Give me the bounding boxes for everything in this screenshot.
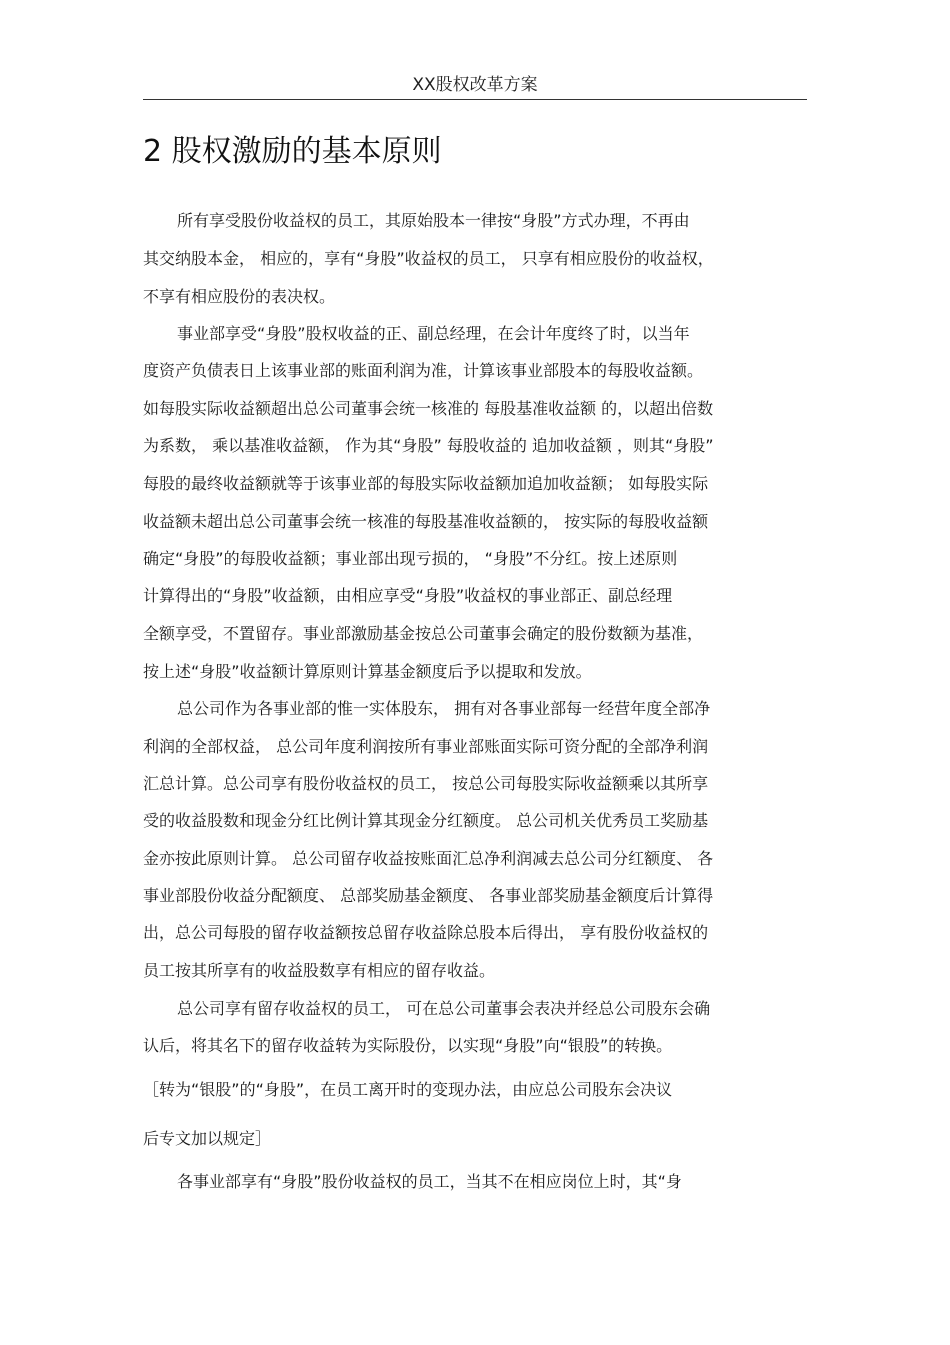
body-line: 各事业部享有“身股”股份收益权的员工，当其不在相应岗位上时，其“身: [177, 1172, 682, 1191]
body-line: 汇总计算。总公司享有股份收益权的员工， 按总公司每股实际收益额乘以其所享: [143, 774, 709, 793]
body-line: 如每股实际收益额超出总公司董事会统一核准的 每股基准收益额 的，以超出倍数: [143, 399, 714, 418]
body-line: 事业部享受“身股”股权收益的正、副总经理，在会计年度终了时，以当年: [177, 324, 690, 343]
body-line: 按上述“身股”收益额计算原则计算基金额度后予以提取和发放。: [143, 662, 592, 681]
body-line: 后专文加以规定］: [143, 1129, 272, 1148]
body-line: 受的收益股数和现金分红比例计算其现金分红额度。 总公司机关优秀员工奖励基: [143, 811, 709, 830]
body-line: 出，总公司每股的留存收益额按总留存收益除总股本后得出， 享有股份收益权的: [143, 923, 709, 942]
body-line: 所有享受股份收益权的员工，其原始股本一律按“身股”方式办理，不再由: [177, 211, 690, 230]
body-line: 不享有相应股份的表决权。: [143, 287, 336, 306]
body-line: 事业部股份收益分配额度、 总部奖励基金额度、 各事业部奖励基金额度后计算得: [143, 886, 714, 905]
body-line: 总公司作为各事业部的惟一实体股东， 拥有对各事业部每一经营年度全部净: [177, 699, 711, 718]
section-heading: 2 股权激励的基本原则: [143, 134, 442, 169]
body-line: 员工按其所享有的收益股数享有相应的留存收益。: [143, 961, 496, 980]
body-line: 认后，将其名下的留存收益转为实际股份，以实现“身股”向“银股”的转换。: [143, 1036, 673, 1055]
body-line: 每股的最终收益额就等于该事业部的每股实际收益额加追加收益额； 如每股实际: [143, 474, 709, 493]
body-line: 利润的全部权益， 总公司年度利润按所有事业部账面实际可资分配的全部净利润: [143, 737, 709, 756]
body-line: ［转为“银股”的“身股”，在员工离开时的变现办法，由应总公司股东会决议: [143, 1080, 673, 1099]
page-header: XX股权改革方案: [412, 75, 538, 95]
header-divider: [143, 99, 807, 100]
body-line: 为系数， 乘以基准收益额， 作为其“身股” 每股收益的 追加收益额 ，则其“身股”: [143, 436, 714, 455]
body-line: 总公司享有留存收益权的员工， 可在总公司董事会表决并经总公司股东会确: [177, 999, 711, 1018]
body-line: 全额享受，不置留存。事业部激励基金按总公司董事会确定的股份数额为基准，: [143, 624, 704, 643]
body-line: 确定“身股”的每股收益额；事业部出现亏损的， “身股”不分红。按上述原则: [143, 549, 678, 568]
body-line: 度资产负债表日上该事业部的账面利润为准，计算该事业部股本的每股收益额。: [143, 361, 704, 380]
body-line: 收益额未超出总公司董事会统一核准的每股基准收益额的， 按实际的每股收益额: [143, 512, 709, 531]
body-line: 金亦按此原则计算。 总公司留存收益按账面汇总净利润减去总公司分红额度、 各: [143, 849, 714, 868]
body-line: 其交纳股本金， 相应的，享有“身股”收益权的员工， 只享有相应股份的收益权，: [143, 249, 714, 268]
body-line: 计算得出的“身股”收益额，由相应享受“身股”收益权的事业部正、副总经理: [143, 586, 673, 605]
